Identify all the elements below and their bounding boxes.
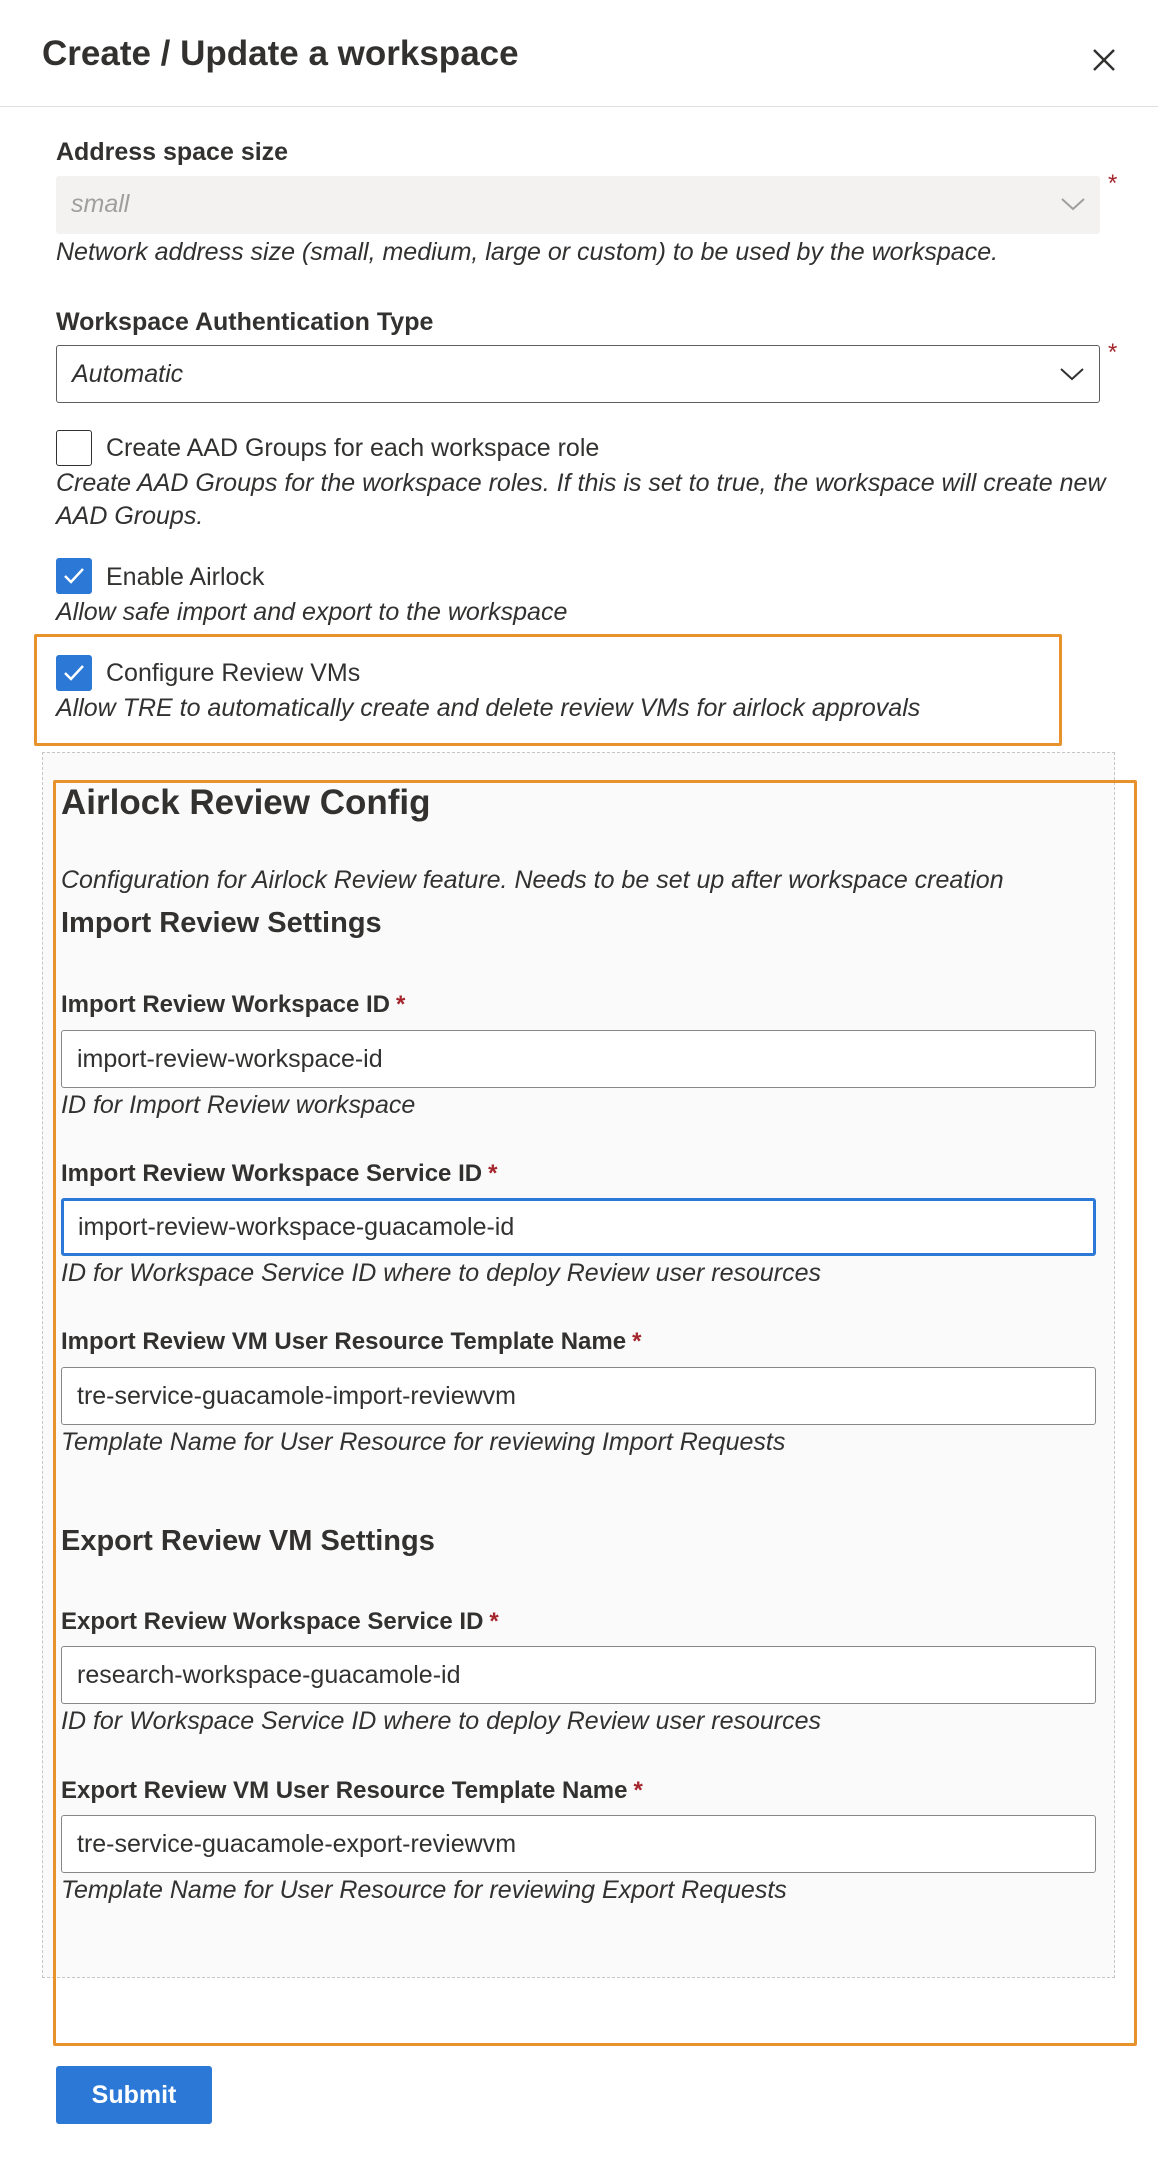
address-space-value: small — [71, 190, 130, 218]
import-review-template-name-label: Import Review VM User Resource Template Name * — [61, 1328, 642, 1355]
configure-review-vms-label: Configure Review VMs — [106, 659, 361, 687]
import-review-workspace-id-input[interactable] — [61, 1030, 1096, 1088]
import-review-template-name-description: Template Name for User Resource for reviewing Import Requests — [61, 1428, 786, 1456]
checkmark-icon — [62, 662, 86, 684]
enable-airlock-description: Allow safe import and export to the workspace — [56, 598, 568, 626]
aad-groups-checkbox[interactable] — [56, 430, 92, 466]
import-review-workspace-id-description: ID for Import Review workspace — [61, 1091, 416, 1119]
import-review-template-name-input[interactable] — [61, 1367, 1096, 1425]
enable-airlock-checkbox[interactable] — [56, 558, 92, 594]
required-mark: * — [633, 1777, 643, 1804]
checkmark-icon — [62, 565, 86, 587]
aad-groups-description: Create AAD Groups for the workspace roles. If this is set to true, the workspace will create new AAD Groups. — [56, 469, 1106, 530]
enable-airlock-label: Enable Airlock — [106, 563, 265, 591]
auth-type-label: Workspace Authentication Type — [56, 308, 434, 336]
submit-button[interactable]: Submit — [56, 2066, 212, 2124]
export-review-workspace-service-id-input[interactable] — [61, 1646, 1096, 1704]
aad-groups-label: Create AAD Groups for each workspace role — [106, 434, 600, 462]
import-review-workspace-service-id-description: ID for Workspace Service ID where to deploy Review user resources — [61, 1259, 822, 1287]
required-mark: * — [1108, 339, 1118, 366]
import-review-settings-title: Import Review Settings — [61, 907, 382, 939]
import-review-workspace-service-id-input[interactable] — [61, 1198, 1096, 1256]
import-review-workspace-id-label: Import Review Workspace ID * — [61, 991, 406, 1018]
airlock-review-config-title: Airlock Review Config — [61, 783, 431, 822]
export-review-workspace-service-id-description: ID for Workspace Service ID where to deploy Review user resources — [61, 1707, 822, 1735]
export-review-workspace-service-id-label: Export Review Workspace Service ID * — [61, 1608, 499, 1635]
required-mark: * — [632, 1328, 642, 1355]
required-mark: * — [396, 991, 406, 1018]
export-review-template-name-input[interactable] — [61, 1815, 1096, 1873]
export-review-template-name-description: Template Name for User Resource for reviewing Export Requests — [61, 1876, 787, 1904]
airlock-review-config-description: Configuration for Airlock Review feature. Needs to be set up after workspace creation — [61, 866, 1004, 894]
address-space-select — [56, 176, 1100, 234]
address-space-description: Network address size (small, medium, large or custom) to be used by the workspace. — [56, 238, 999, 266]
chevron-down-icon — [1060, 194, 1086, 214]
required-mark: * — [1108, 170, 1118, 197]
address-space-label: Address space size — [56, 138, 289, 166]
close-button[interactable] — [1084, 40, 1124, 80]
configure-review-vms-checkbox[interactable] — [56, 655, 92, 691]
auth-type-select[interactable] — [56, 345, 1100, 403]
auth-type-value: Automatic — [72, 360, 184, 388]
export-review-template-name-label: Export Review VM User Resource Template Name * — [61, 1777, 643, 1804]
chevron-down-icon — [1059, 364, 1085, 384]
configure-review-vms-description: Allow TRE to automatically create and delete review VMs for airlock approvals — [56, 694, 921, 722]
import-review-workspace-service-id-label: Import Review Workspace Service ID * — [61, 1160, 498, 1187]
export-review-settings-title: Export Review VM Settings — [61, 1525, 435, 1557]
required-mark: * — [489, 1608, 499, 1635]
close-icon — [1084, 40, 1124, 80]
required-mark: * — [488, 1160, 498, 1187]
panel-header — [0, 0, 1158, 107]
page-title: Create / Update a workspace — [42, 34, 519, 73]
configure-review-vms-highlight — [34, 634, 1062, 746]
